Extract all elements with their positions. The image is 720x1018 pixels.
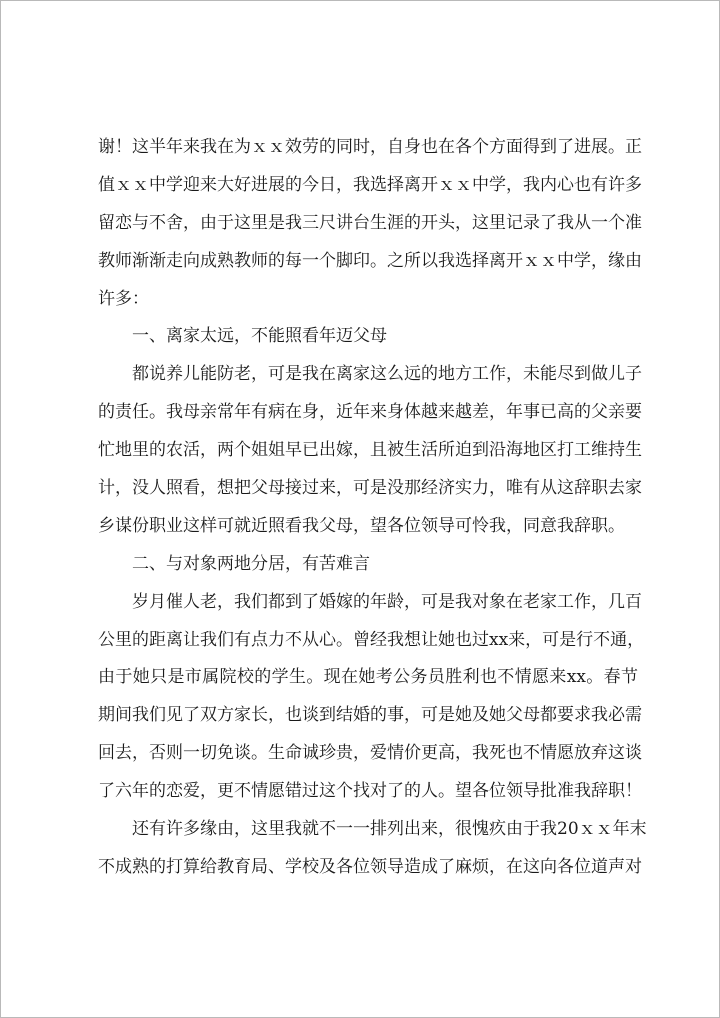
text-line: 计，没人照看，想把父母接过来，可是没那经济实力，唯有从这辞职去家	[98, 478, 642, 499]
text-line: 谢！这半年来我在为ｘｘ效劳的同时，自身也在各个方面得到了进展。正	[98, 137, 642, 157]
text-line: 回去，否则一切免谈。生命诚珍贵，爱情价更高，我死也不情愿放弃这谈	[98, 743, 642, 764]
text-line: 许多：	[98, 288, 149, 309]
text-line: 了六年的恋爱，更不情愿错过这个找对了的人。望各位领导批准我辞职！	[98, 781, 642, 802]
text-line: 岁月催人老，我们都到了婚嫁的年龄，可是我对象在老家工作，几百	[132, 591, 642, 612]
text-line: 乡谋份职业这样可就近照看我父母，望各位领导可怜我，同意我辞职。	[98, 515, 625, 536]
text-line: 都说养儿能防老，可是我在离家这么远的地方工作，未能尽到做儿子	[132, 364, 642, 385]
text-line: 的责任。我母亲常年有病在身，近年来身体越来越差，年事已高的父亲要	[98, 402, 642, 423]
text-line: 教师渐渐走向成熟教师的每一个脚印。之所以我选择离开ｘｘ中学，缘由	[98, 250, 642, 271]
text-line: 还有许多缘由，这里我就不一一排列出来，很愧疚由于我20ｘｘ年末	[132, 819, 647, 840]
document-body	[98, 133, 647, 891]
text-line: 期间我们见了双方家长，也谈到结婚的事，可是她及她父母都要求我必需	[98, 705, 642, 726]
text-line: 由于她只是市属院校的学生。现在她考公务员胜利也不情愿来xx。春节	[98, 667, 638, 688]
text-line: 值ｘｘ中学迎来大好进展的今日，我选择离开ｘｘ中学，我内心也有许多	[98, 174, 642, 195]
text-line: 二、与对象两地分居，有苦难言	[132, 553, 370, 574]
text-line: 公里的距离让我们有点力不从心。曾经我想让她也过xx来，可是行不通，	[98, 629, 645, 650]
text-line: 忙地里的农活，两个姐姐早已出嫁，且被生活所迫到沿海地区打工维持生	[98, 440, 642, 461]
text-line: 一、离家太远，不能照看年迈父母	[132, 326, 387, 347]
text-line: 不成熟的打算给教育局、学校及各位领导造成了麻烦，在这向各位道声对	[98, 856, 642, 877]
text-line: 留恋与不舍，由于这里是我三尺讲台生涯的开头，这里记录了我从一个准	[98, 212, 642, 233]
